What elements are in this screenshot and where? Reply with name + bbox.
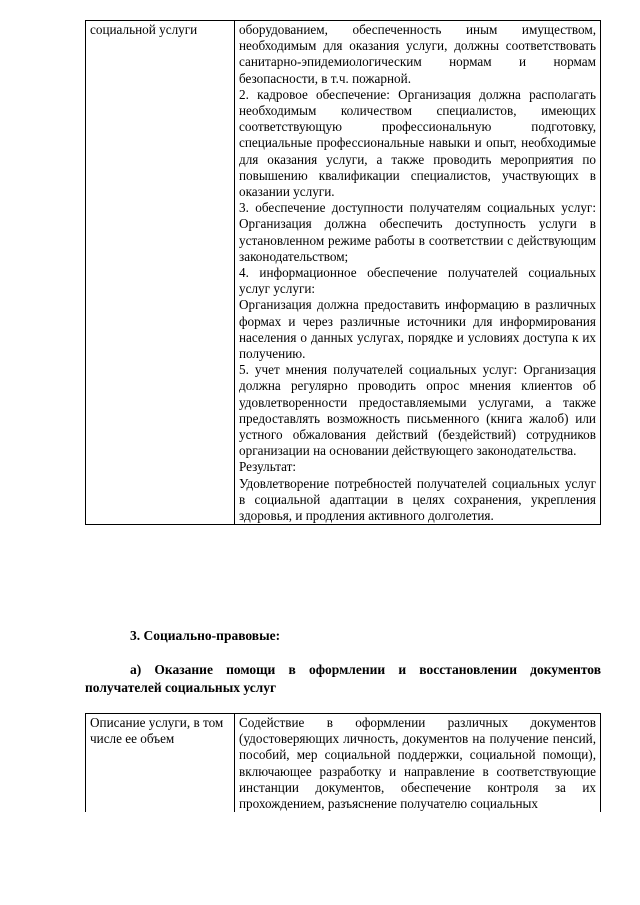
paragraph: 5. учет мнения получателей социальных услуг: Организация должна регулярно проводить опрос мнения клиентов об удовлетворенности предоставляемыми услугами, а также предоставлять возможность письменного (книга жалоб) или устного обжалования действий (бездействий) сотрудников организации на основании действующего законодательства. [239,362,596,459]
paragraph: 2. кадровое обеспечение: Организация должна располагать необходимым количеством специалистов, имеющих соответствующую профессиональную подготовку, специальные профессиональные навыки и опыт, необходимые для оказания услуги, а также проводить мероприятия по повышению квалификации специалистов, участвующих в оказании услуги. [239,86,596,200]
paragraph: Удовлетворение потребностей получателей социальных услуг в социальной адаптации в целях сохранения, укрепления здоровья, и продления активного долголетия. [239,475,596,524]
table-row [86,21,601,525]
table-cell-label: Описание услуги, в том числе ее объем [86,714,235,813]
paragraph: Результат: [239,459,297,475]
section-heading: 3. Социально-правовые: [130,628,281,643]
paragraph: Организация должна предоставить информацию в различных формах и через различные источники для информирования населения о данных услугах, порядке и условиях доступа к их получению. [239,297,596,362]
service-description-table [85,713,601,812]
table-cell-content: Содействие в оформлении различных документов (удостоверяющих личность, документов на получение пенсий, пособий, мер социальной поддержки, социальной помощи), включающее разработку и направление в соответствующие инстанции документов, обеспечение контроля за их прохождением, разъяснение получателю социальных [235,714,601,813]
table-cell-content [235,21,601,525]
paragraph: 4. информационное обеспечение получателей социальных услуг услуги: [239,265,596,297]
paragraph: оборудованием, обеспеченность иным имуществом, необходимым для оказания услуги, должны соответствовать санитарно-эпидемиологическим нормам и нормам безопасности, в т.ч. пожарной. [239,22,596,86]
paragraph: 3. обеспечение доступности получателям социальных услуг: Организация должна обеспечить доступность услуги в установленном режиме работы в соответствии с действующим законодательством; [239,200,596,264]
table-row [86,714,601,813]
table-cell-label: социальной услуги [86,21,235,525]
service-description-table-wrapper [85,713,605,835]
service-standards-table [85,20,601,525]
subsection-heading: а) Оказание помощи в оформлении и восстановлении документов получателей социальных услуг [85,662,601,695]
